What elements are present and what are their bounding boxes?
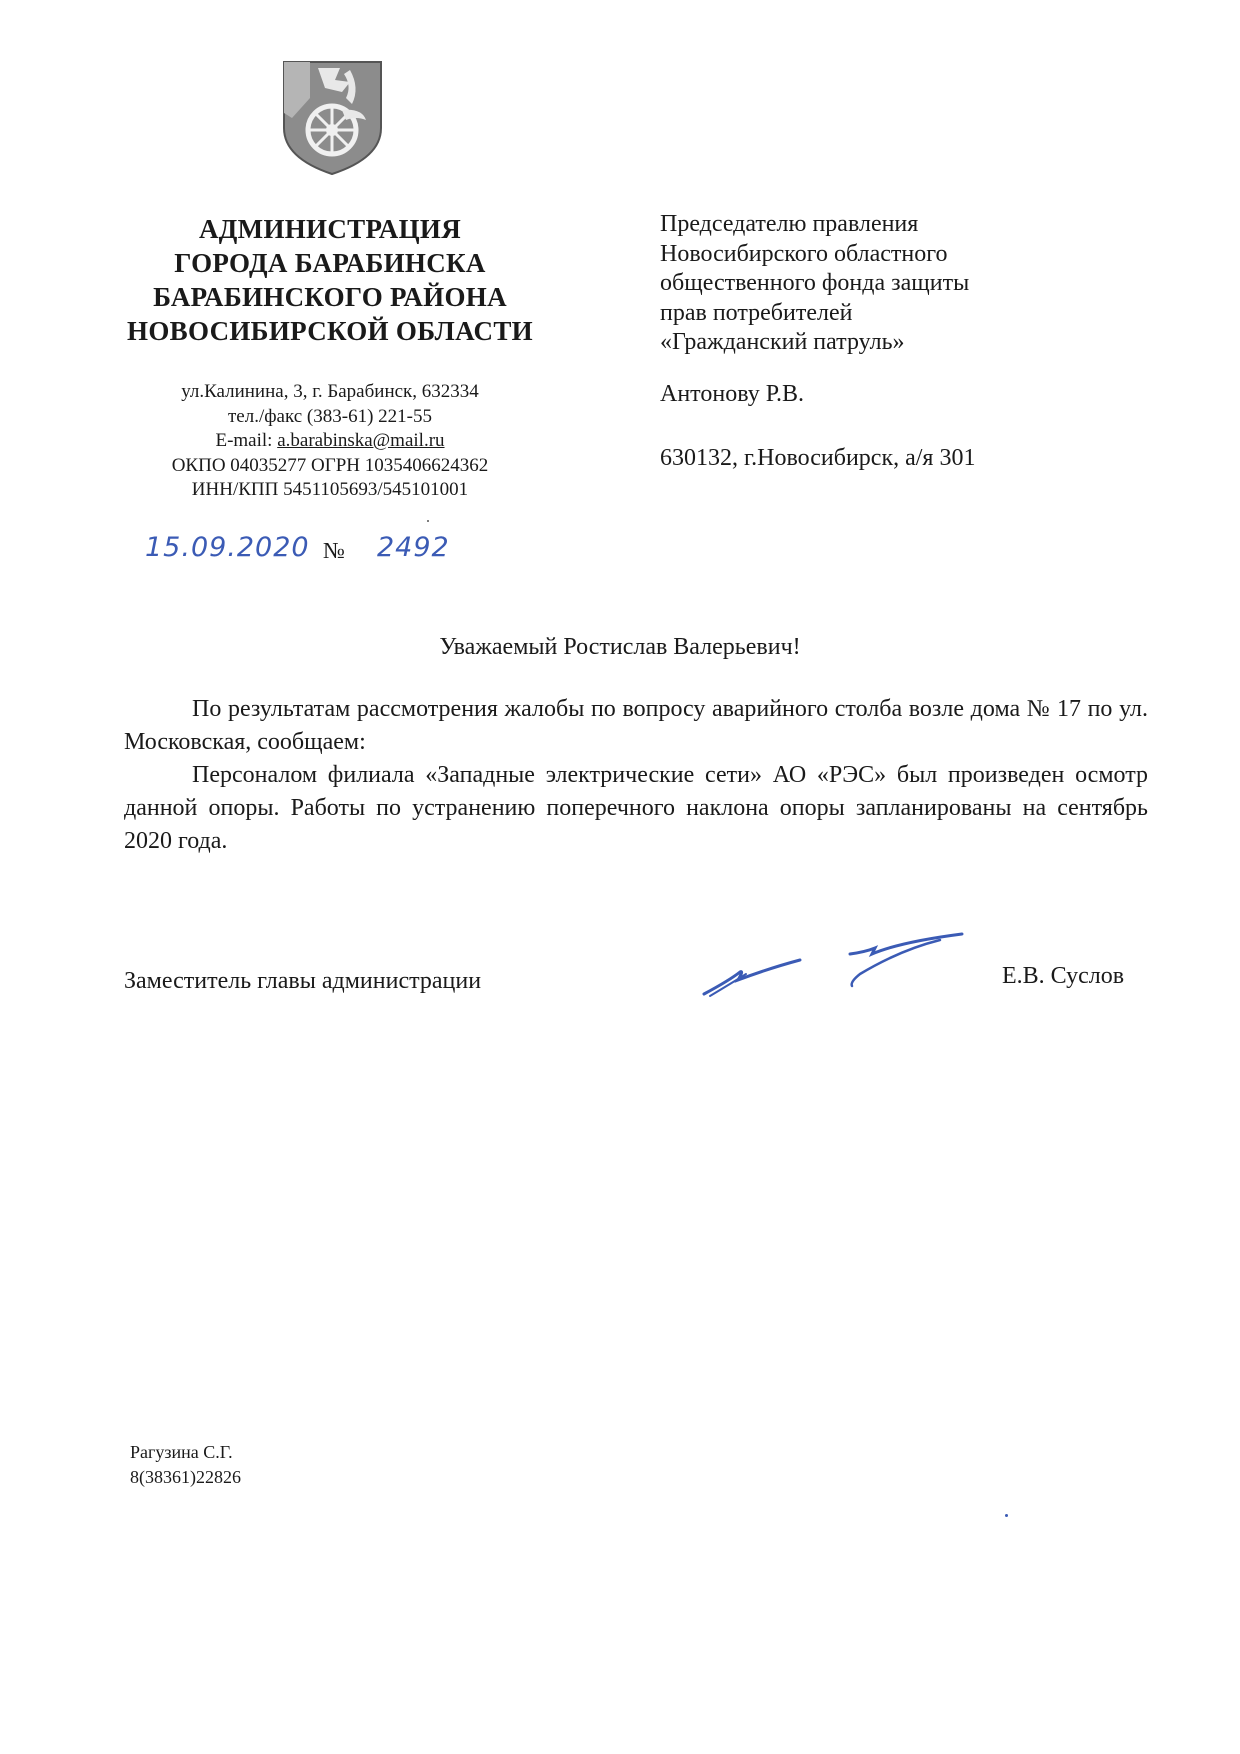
org-phone: тел./факс (383-61) 221-55 [228, 405, 432, 427]
city-coat-of-arms-icon [280, 58, 385, 178]
executor-name: Рагузина С.Г. [130, 1442, 233, 1462]
signatory-name: Е.В. Суслов [1002, 963, 1125, 989]
org-line: ГОРОДА БАРАБИНСКА [174, 248, 486, 278]
org-codes: ОКПО 04035277 ОГРН 1035406624362 [171, 454, 489, 476]
addressee-line: общественного фонда защиты [660, 270, 970, 296]
addressee-address: 630132, г.Новосибирск, а/я 301 [660, 445, 976, 471]
addressee-line: Председателю правления [660, 211, 919, 237]
letter-paragraph: Персоналом филиала «Западные электрические сети» АО «РЭС» был произведен осмотр данной опоры. Работы по устранению поперечного наклона опоры запланированы на сентябрь 2020 года. [124, 762, 1148, 854]
addressee-block [660, 210, 1140, 474]
addressee-line: Новосибирского областного [660, 240, 948, 267]
letter-greeting: Уважаемый Ростислав Валерьевич! [439, 634, 801, 660]
org-line: АДМИНИСТРАЦИЯ [198, 214, 461, 244]
executor-phone: 8(38361)22826 [130, 1467, 241, 1487]
letter-paragraph: По результатам рассмотрения жалобы по вопросу аварийного столба возле дома № 17 по ул. Московская, сообщаем: [124, 696, 1148, 755]
registration-number-label: № [323, 538, 345, 563]
registration-date: 15.09.2020 [145, 532, 310, 563]
org-line: НОВОСИБИРСКОЙ ОБЛАСТИ [127, 316, 533, 346]
addressee-person: Антонову Р.В. [660, 380, 805, 407]
org-address: ул.Калинина, 3, г. Барабинск, 632334 [181, 381, 479, 402]
scan-speck [427, 520, 429, 522]
ink-dot [1005, 1514, 1008, 1517]
org-email-row [110, 429, 550, 454]
org-line: БАРАБИНСКОГО РАЙОНА [153, 282, 507, 312]
executor-block [130, 1440, 241, 1490]
addressee-line: «Гражданский патруль» [660, 329, 905, 355]
letter-body [124, 693, 1148, 858]
addressee-line: прав потребителей [660, 299, 853, 326]
handwritten-signature [700, 930, 970, 1002]
org-inn: ИНН/КПП 5451105693/545101001 [191, 479, 469, 500]
signatory-title: Заместитель главы администрации [124, 968, 482, 994]
email-label: E-mail: [215, 430, 278, 451]
email-link[interactable]: a.barabinska@mail.ru [277, 430, 445, 451]
registration-line [145, 532, 505, 576]
organization-contacts [110, 380, 550, 503]
organization-name [110, 212, 550, 348]
registration-number: 2492 [377, 532, 450, 563]
